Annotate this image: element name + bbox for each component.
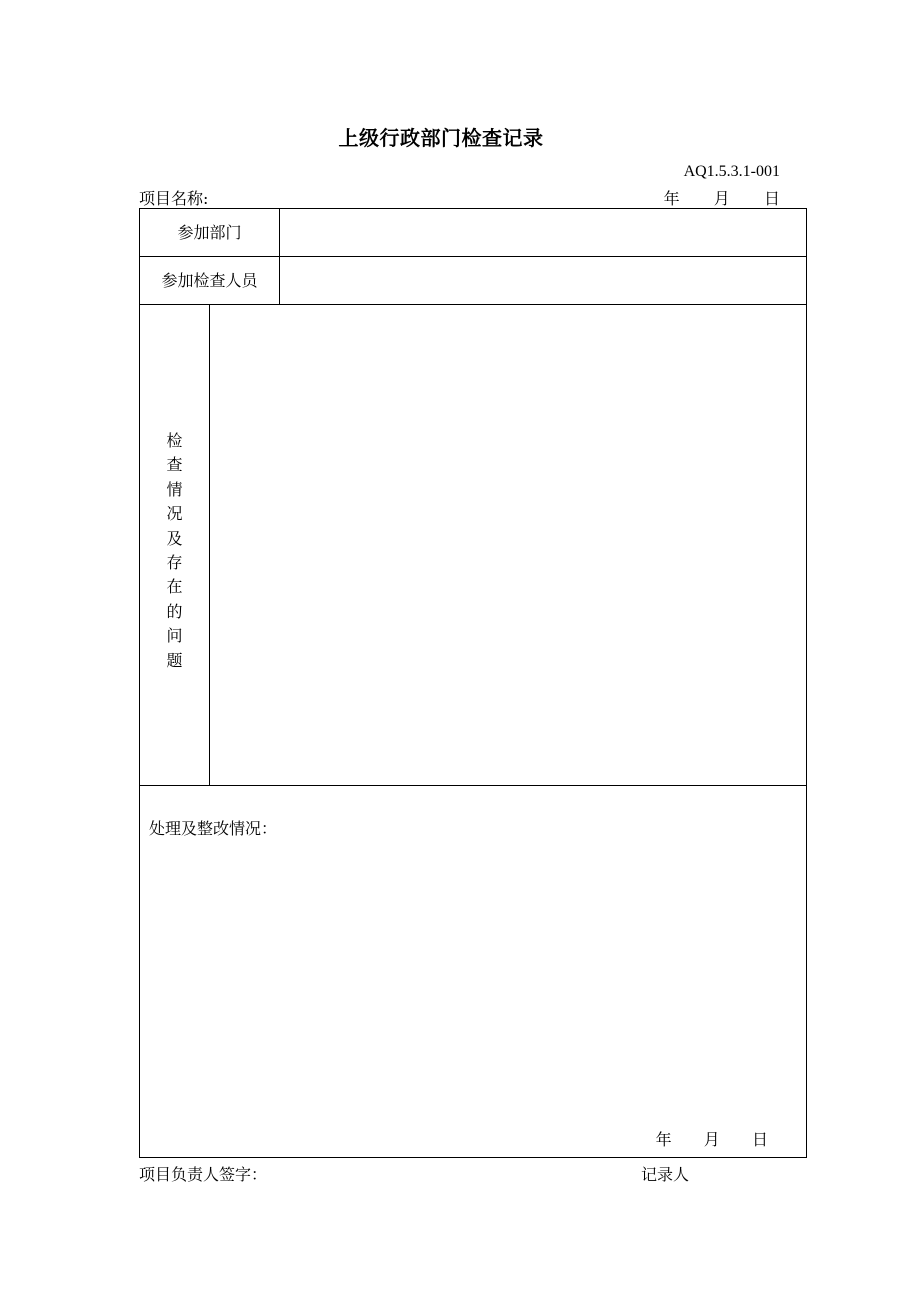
recorder-label: 记录人: [641, 1165, 690, 1184]
date-year-label: 年: [655, 1130, 672, 1149]
manager-signature-label: 项目负责人签字：: [139, 1165, 268, 1184]
vertical-label-char: 况: [166, 504, 183, 524]
header-date: [664, 186, 780, 209]
row-divider: [140, 785, 806, 786]
vertical-label-char: 情: [166, 479, 183, 499]
vertical-label-char: 问: [166, 626, 183, 646]
date-month-label: 月: [713, 189, 730, 208]
inspection-form-table: [139, 208, 807, 1158]
date-month-label: 月: [703, 1130, 720, 1149]
date-day-label: 日: [751, 1130, 768, 1149]
handling-content-field[interactable]: [140, 839, 807, 1119]
department-label: 参加部门: [177, 223, 242, 242]
vertical-label-char: 查: [166, 455, 183, 475]
inspection-content-field[interactable]: [210, 305, 807, 785]
inspectors-field[interactable]: [280, 257, 807, 304]
vertical-label-char: 存: [166, 553, 183, 573]
handling-label: 处理及整改情况：: [149, 819, 278, 838]
inspectors-label: 参加检查人员: [161, 271, 258, 290]
inspection-situation-label: [140, 429, 209, 673]
project-name-label: 项目名称:: [139, 189, 209, 208]
handling-date: [656, 1127, 768, 1150]
date-day-label: 日: [763, 189, 780, 208]
vertical-label-char: 题: [166, 650, 183, 670]
vertical-label-char: 在: [166, 577, 183, 597]
vertical-label-char: 检: [166, 431, 183, 450]
vertical-label-char: 的: [166, 601, 183, 621]
document-code: AQ1.5.3.1-001: [683, 163, 780, 180]
date-year-label: 年: [663, 189, 680, 208]
department-field[interactable]: [280, 209, 807, 256]
page-title: 上级行政部门检查记录: [338, 126, 544, 150]
vertical-label-char: 及: [166, 528, 183, 548]
